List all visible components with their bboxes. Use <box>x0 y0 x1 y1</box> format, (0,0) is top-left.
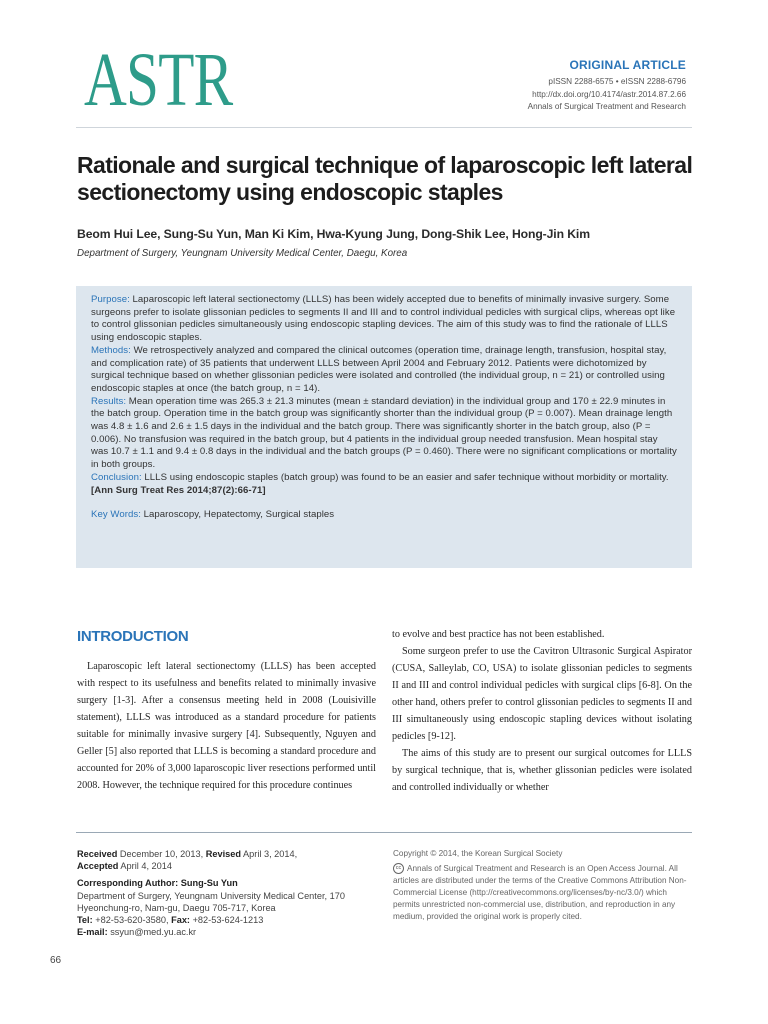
revised-date: April 3, 2014, <box>243 849 298 859</box>
abstract-conclusion <box>91 472 677 485</box>
license-text: Annals of Surgical Treatment and Research is an Open Access Journal. All articles are distributed under the terms of the Creative Commons Attribution Non-Commercial License (http://creativecommons.org/licenses/by-nc/3.0/) which permits unrestricted non-commercial use, distribution, and reproduction in any medium, provided the original work is properly cited. <box>393 864 687 922</box>
conclusion-label: Conclusion: <box>91 471 142 483</box>
abstract-methods <box>91 345 677 396</box>
email-label: E-mail: <box>77 927 108 938</box>
intro-paragraph-1-cont: to evolve and best practice has not been established. <box>392 629 605 640</box>
methods-label: Methods: <box>91 344 131 356</box>
header-divider <box>76 127 692 128</box>
fax-number: +82-53-624-1213 <box>192 915 264 926</box>
methods-text: We retrospectively analyzed and compared the clinical outcomes (operation time, drainage length, transfusion, hospital stay, and complication rate) of 35 patients that underwent LLLS between April 2004 and February 2012. Patients were dichotomized by surgical technique based on whether glissonian pedicles were isolated and controlled (the individual group, n = 21) or controlled using endoscopic staples at once (the batch group, n = 14). <box>91 344 667 394</box>
email-address[interactable]: ssyun@med.yu.ac.kr <box>110 927 197 938</box>
keywords-text: Laparoscopy, Hepatectomy, Surgical staples <box>143 509 335 521</box>
fax-label: Fax: <box>171 915 190 926</box>
affiliation: Department of Surgery, Yeungnam University Medical Center, Daegu, Korea <box>77 248 408 259</box>
abstract-results <box>91 396 677 472</box>
journal-logo: ASTR <box>84 38 233 122</box>
doi-link[interactable]: http://dx.doi.org/10.4174/astr.2014.87.2.66 <box>532 89 686 99</box>
received-label: Received <box>77 849 118 859</box>
author-list: Beom Hui Lee, Sung-Su Yun, Man Ki Kim, Hwa-Kyung Jung, Dong-Shik Lee, Hong-Jin Kim <box>77 227 590 241</box>
issn: pISSN 2288-6575 • eISSN 2288-6796 <box>548 77 686 86</box>
license-text-block <box>393 863 693 923</box>
purpose-text: Laparoscopic left lateral sectionectomy (LLLS) has been widely accepted due to benefits of minimally invasive surgery. Some surgeons prefer to isolate glissonian pedicles to segments II and III and to control individual pedicles with surgical clips, whereas opt like to control glissonian pedicles simultaneously using endoscopic stapling devices. The aim of this study was to find the rationale of LLLS using endoscopic staples. <box>91 294 676 344</box>
accepted-label: Accepted <box>77 861 119 872</box>
intro-paragraph-2: Some surgeon prefer to use the Cavitron Ultrasonic Surgical Aspirator (CUSA, Salleylab, CO, USA) to isolate glissonian pedicles to segments II and III and control individual pedicles with surgical clips [6-8]. On the other hand, others prefer to control glissonian pedicles to segments II and III simultaneously using endoscopic stapling devices without isolating pedicles [9-12]. <box>392 646 692 742</box>
results-label: Results: <box>91 395 127 407</box>
accepted-date: April 4, 2014 <box>120 861 172 872</box>
journal-name: Annals of Surgical Treatment and Research <box>527 102 686 111</box>
introduction-heading: INTRODUCTION <box>77 628 189 645</box>
abstract-box <box>76 286 692 568</box>
citation: [Ann Surg Treat Res 2014;87(2):66-71] <box>91 484 266 496</box>
abstract-purpose <box>91 294 677 345</box>
tel-label: Tel: <box>77 915 93 926</box>
received-date: December 10, 2013, <box>119 849 204 859</box>
body-column-right <box>392 626 692 796</box>
creative-commons-icon: cc <box>393 863 404 874</box>
intro-paragraph-1: Laparoscopic left lateral sectionectomy (LLLS) has been accepted with respect to its usefulness and benefits related to minimally invasive surgery [1-3]. After a consensus meeting held in 2008 (Louisiville statement), LLLS was introduced as a standard procedure for patients suitable for minimally invasive surgery [4]. Subsequently, Nguyen and Geller [5] also reported that LLLS is becoming a standard procedure and accounted for 20% of 3,000 laparoscopic liver resections performed until 2008. However, the technique required for this procedure continues <box>77 661 376 791</box>
copyright-notice: Copyright © 2014, the Korean Surgical Society <box>393 849 563 858</box>
address-line-2: Hyeonchung-ro, Nam-gu, Daegu 705-717, Korea <box>77 902 276 913</box>
body-column-left <box>77 658 376 794</box>
keywords <box>91 509 677 522</box>
article-history <box>77 848 377 938</box>
tel-number: +82-53-620-3580, <box>95 915 169 926</box>
corresponding-author: Corresponding Author: Sung-Su Yun <box>77 878 238 889</box>
journal-header-info <box>528 58 686 114</box>
address-line-1: Department of Surgery, Yeungnam University Medical Center, 170 <box>77 890 345 901</box>
intro-paragraph-3: The aims of this study are to present our surgical outcomes for LLLS by surgical technique, that is, whether glissonian pedicles were isolated and controlled individually or whether <box>392 748 692 793</box>
article-type: ORIGINAL ARTICLE <box>569 58 686 72</box>
article-title: Rationale and surgical technique of laparoscopic left lateral sectionectomy using endoscopic staples <box>77 152 693 205</box>
conclusion-text: LLLS using endoscopic staples (batch group) was found to be an easier and safer technique without morbidity or mortality. <box>144 471 669 483</box>
footer-divider <box>76 832 692 833</box>
keywords-label: Key Words: <box>91 509 141 521</box>
results-text: Mean operation time was 265.3 ± 21.3 minutes (mean ± standard deviation) in the individual group and 170 ± 22.9 minutes in the batch group. Operation time in the batch group was significantly shorter than the individual group (P = 0.007). Mean drainage length was 4.8 ± 1.6 and 2.6 ± 1.5 days in the individual and the batch group. There was significantly shorter in the batch group, also (P = 0.006). No transfusion was required in the batch group, but 4 patients in the individual group needed transfusion. Mean hospital stay was 10.7 ± 1.1 and 9.4 ± 0.8 days in the individual and the batch groups (P = 0.460). There were no significant complications or mortality in both groups. <box>91 395 677 471</box>
purpose-label: Purpose: <box>91 294 130 305</box>
copyright-block <box>393 848 693 924</box>
revised-label: Revised <box>205 849 241 859</box>
page-number: 66 <box>50 955 62 966</box>
